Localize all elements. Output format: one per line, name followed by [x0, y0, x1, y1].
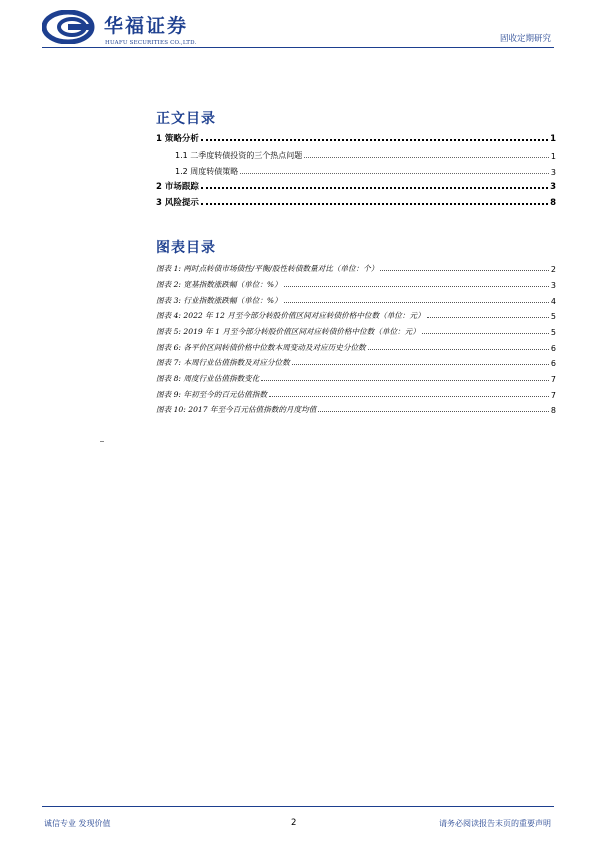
figure-entry-page: 3 — [550, 281, 556, 290]
figure-leader-dots — [422, 332, 549, 334]
huafu-logo-icon — [42, 10, 98, 44]
figure-entry-page: 7 — [550, 375, 556, 384]
toc-leader-dots — [201, 138, 548, 141]
figure-entry-label: 图表 9: 年初至今的百元估值指数 — [156, 390, 267, 399]
logo-english-name: HUAFU SECURITIES CO.,LTD. — [105, 40, 197, 46]
figure-leader-dots — [427, 316, 549, 318]
figure-entry-label: 图表 1: 两时点转债市场债性/平衡/股性转债数量对比（单位：个） — [156, 264, 379, 273]
figure-entry-page: 8 — [550, 406, 556, 415]
page-number: 2 — [291, 818, 297, 828]
footer-slogan: 诚信专业 发现价值 — [44, 819, 111, 828]
figure-leader-dots — [380, 269, 549, 271]
toc-entry-page: 1 — [550, 134, 556, 144]
figure-entry-label: 图表 7: 本周行业估值指数及对应分位数 — [156, 358, 290, 367]
figure-entry-page: 7 — [550, 391, 556, 400]
figure-entry-label: 图表 3: 行业指数涨跌幅（单位：%） — [156, 296, 282, 305]
figure-entry[interactable] — [156, 404, 556, 415]
figure-entry-page: 6 — [550, 344, 556, 353]
figure-entry[interactable] — [156, 310, 556, 321]
stray-mark — [100, 441, 104, 442]
figure-entry-page: 5 — [550, 328, 556, 337]
toc-leader-dots — [201, 186, 548, 189]
figure-entry-label: 图表 2: 宽基指数涨跌幅（单位：%） — [156, 280, 282, 289]
header-divider — [42, 47, 554, 48]
toc-entry[interactable] — [175, 165, 556, 177]
company-logo — [42, 10, 222, 50]
figure-leader-dots — [284, 285, 549, 287]
toc-leader-dots — [201, 202, 548, 205]
figure-entry[interactable] — [156, 279, 556, 290]
figure-entry-label: 图表 10: 2017 年至今百元估值指数的月度均值 — [156, 405, 317, 414]
toc-entry-label: 1 策略分析 — [156, 134, 199, 144]
toc-entry[interactable] — [156, 132, 556, 144]
figure-leader-dots — [318, 410, 549, 412]
toc-entry-page: 3 — [550, 182, 556, 192]
toc-leader-dots — [240, 172, 549, 174]
figure-entry-label: 图表 8: 周度行业估值指数变化 — [156, 374, 260, 383]
report-type-label: 固收定期研究 — [499, 34, 551, 44]
figure-entry[interactable] — [156, 295, 556, 306]
toc-entry[interactable] — [156, 180, 556, 192]
figure-leader-dots — [284, 301, 549, 303]
toc-entry-page: 1 — [550, 152, 556, 161]
figure-leader-dots — [292, 363, 549, 365]
toc-title: 正文目录 — [156, 111, 216, 127]
toc-entry-label: 1.2 周度转债策略 — [175, 167, 239, 176]
toc-entry[interactable] — [175, 149, 556, 161]
figure-leader-dots — [269, 395, 549, 397]
figure-entry[interactable] — [156, 373, 556, 384]
toc-entry-label: 2 市场跟踪 — [156, 182, 199, 192]
toc-entry-label: 3 风险提示 — [156, 198, 199, 208]
footer-divider — [42, 806, 554, 807]
figure-leader-dots — [261, 379, 549, 381]
toc-entry-label: 1.1 二季度转债投资的三个热点问题 — [175, 151, 303, 160]
page-header — [0, 0, 595, 52]
toc-entry-page: 3 — [550, 168, 556, 177]
figure-entry-page: 6 — [550, 359, 556, 368]
figure-entry[interactable] — [156, 342, 556, 353]
logo-chinese-name: 华福证券 — [104, 15, 189, 37]
figure-entry[interactable] — [156, 357, 556, 368]
figure-leader-dots — [368, 348, 549, 350]
figure-entry-page: 2 — [550, 265, 556, 274]
toc-entry-page: 8 — [550, 198, 556, 208]
footer-disclaimer: 请务必阅读报告末页的重要声明 — [439, 819, 551, 828]
toc-entry[interactable] — [156, 196, 556, 208]
figure-entry-label: 图表 6: 各平价区间转债价格中位数本周变动及对应历史分位数 — [156, 343, 366, 352]
figure-entry[interactable] — [156, 326, 556, 337]
figure-entry[interactable] — [156, 263, 556, 274]
figure-entry[interactable] — [156, 389, 556, 400]
figure-entry-page: 4 — [550, 297, 556, 306]
figure-entry-label: 图表 5: 2019 年 1 月至今部分转股价值区间对应转债价格中位数（单位：元） — [156, 327, 420, 336]
toc-leader-dots — [304, 156, 549, 158]
figure-entry-page: 5 — [550, 312, 556, 321]
figure-list-title: 图表目录 — [156, 240, 216, 256]
figure-entry-label: 图表 4: 2022 年 12 月至今部分转股价值区间对应转债价格中位数（单位：元） — [156, 311, 425, 320]
